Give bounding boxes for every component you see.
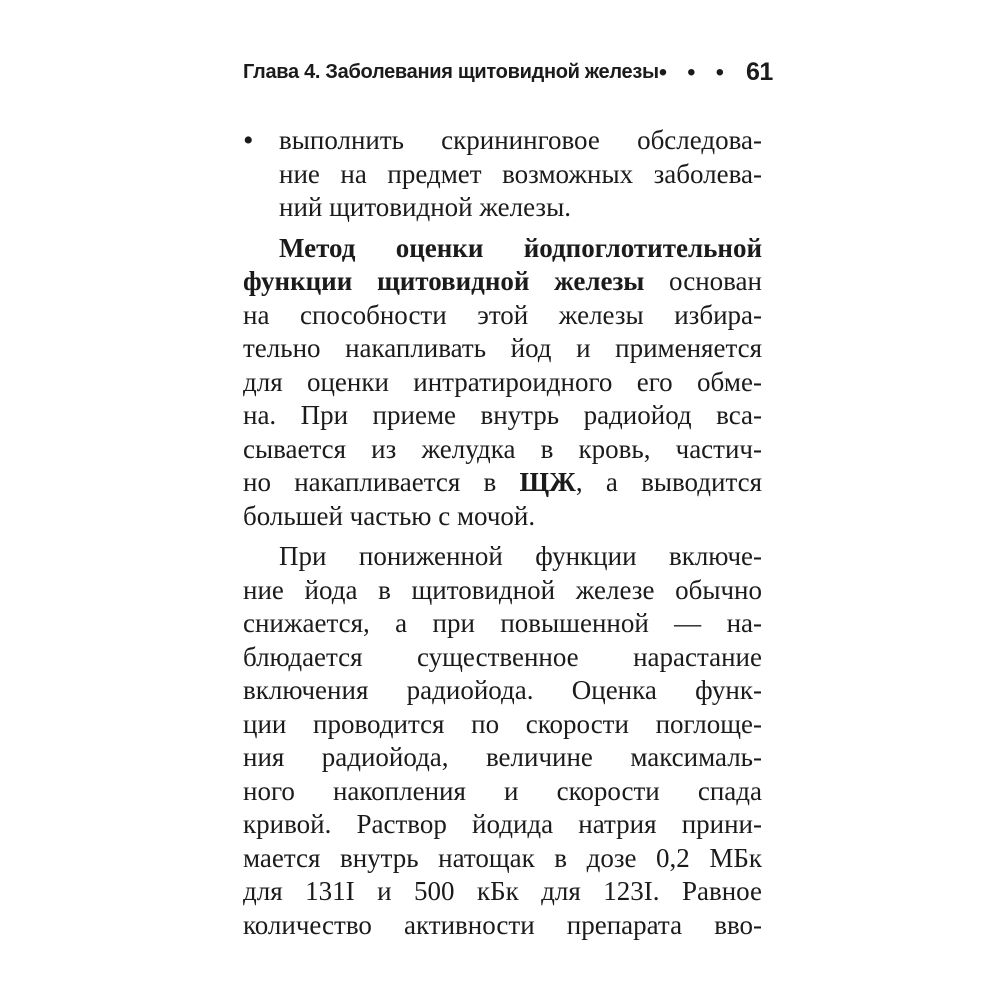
bold-text-segment: функции щитовидной железы <box>243 266 645 296</box>
text-segment: но накапливается в <box>243 467 520 497</box>
header-page-indicator <box>659 58 773 87</box>
text-segment: включения радиойода. Оценка функ- <box>243 675 762 705</box>
text-segment: для 131I и 500 кБк для 123I. Равное <box>243 876 762 906</box>
text-line <box>243 909 762 943</box>
text-line <box>243 399 762 433</box>
text-segment: сывается из желудка в кровь, частич- <box>243 433 762 464</box>
text-line <box>243 842 762 876</box>
text-segment: количество активности препарата вво- <box>243 909 762 940</box>
text-line <box>243 265 762 299</box>
text-line <box>243 607 762 641</box>
text-segment: большей частью с мочой. <box>243 500 536 531</box>
text-segment: ного накопления и скорости спада <box>243 775 762 806</box>
text-segment: ние йода в щитовидной железе обычно <box>243 574 762 605</box>
chapter-title: Глава 4. Заболевания щитовидной железы <box>243 61 659 83</box>
text-segment: на. При приеме внутрь радиойод вса- <box>243 400 762 430</box>
text-segment: блюдается существенное нарастание <box>243 641 762 672</box>
text-line <box>243 641 762 675</box>
text-segment: на способности этой железы избира- <box>243 299 762 330</box>
text-segment: , а выводится <box>575 467 762 497</box>
dot-icon: • <box>715 58 724 86</box>
text-line <box>279 158 762 192</box>
text-line <box>243 332 762 366</box>
text-segment: кривой. Раствор йодида натрия прини- <box>243 809 762 839</box>
text-line <box>243 366 762 400</box>
dot-icon: • <box>687 58 696 86</box>
text-segment: ния радиойода, величине максималь- <box>243 742 762 772</box>
bullet-text <box>279 124 762 225</box>
text-line <box>243 808 762 842</box>
text-segment: тельно накапливать йод и применяется <box>243 333 762 363</box>
dot-icon: • <box>658 58 668 86</box>
text-line <box>243 433 762 467</box>
text-line <box>243 741 762 775</box>
text-segment: для оценки интратироидного его обме- <box>243 366 762 397</box>
text-line <box>243 708 762 742</box>
text-segment: ний щитовидной железы. <box>279 192 571 222</box>
separator-dots <box>658 58 724 86</box>
page-body <box>243 124 762 942</box>
bullet-list-item <box>243 124 762 225</box>
text-segment: выполнить скрининговое обследова- <box>279 125 762 155</box>
text-line <box>279 191 762 225</box>
text-line <box>243 775 762 809</box>
text-line <box>243 232 762 266</box>
page-header <box>243 58 773 87</box>
page-number: 61 <box>745 58 773 86</box>
text-line <box>243 466 762 500</box>
text-line <box>243 500 762 534</box>
text-line <box>243 540 762 574</box>
text-segment: При пониженной функции включе- <box>279 541 762 571</box>
text-line <box>243 299 762 333</box>
text-segment: ние на предмет возможных заболева- <box>279 158 762 189</box>
paragraph <box>243 540 762 942</box>
text-line <box>243 875 762 909</box>
text-segment: снижается, а при повышенной — на- <box>243 608 762 638</box>
bold-text-segment: Метод оценки йодпоглотительной <box>279 232 762 263</box>
text-line <box>243 674 762 708</box>
bold-text-segment: ЩЖ <box>519 467 576 497</box>
paragraph <box>243 232 762 534</box>
text-line <box>279 124 762 158</box>
text-segment: мается внутрь натощак в дозе 0,2 МБк <box>243 842 762 873</box>
text-segment: основан <box>644 266 762 296</box>
text-segment: ции проводится по скорости поглоще- <box>243 708 762 739</box>
bullet-icon: • <box>243 124 254 157</box>
text-line <box>243 574 762 608</box>
